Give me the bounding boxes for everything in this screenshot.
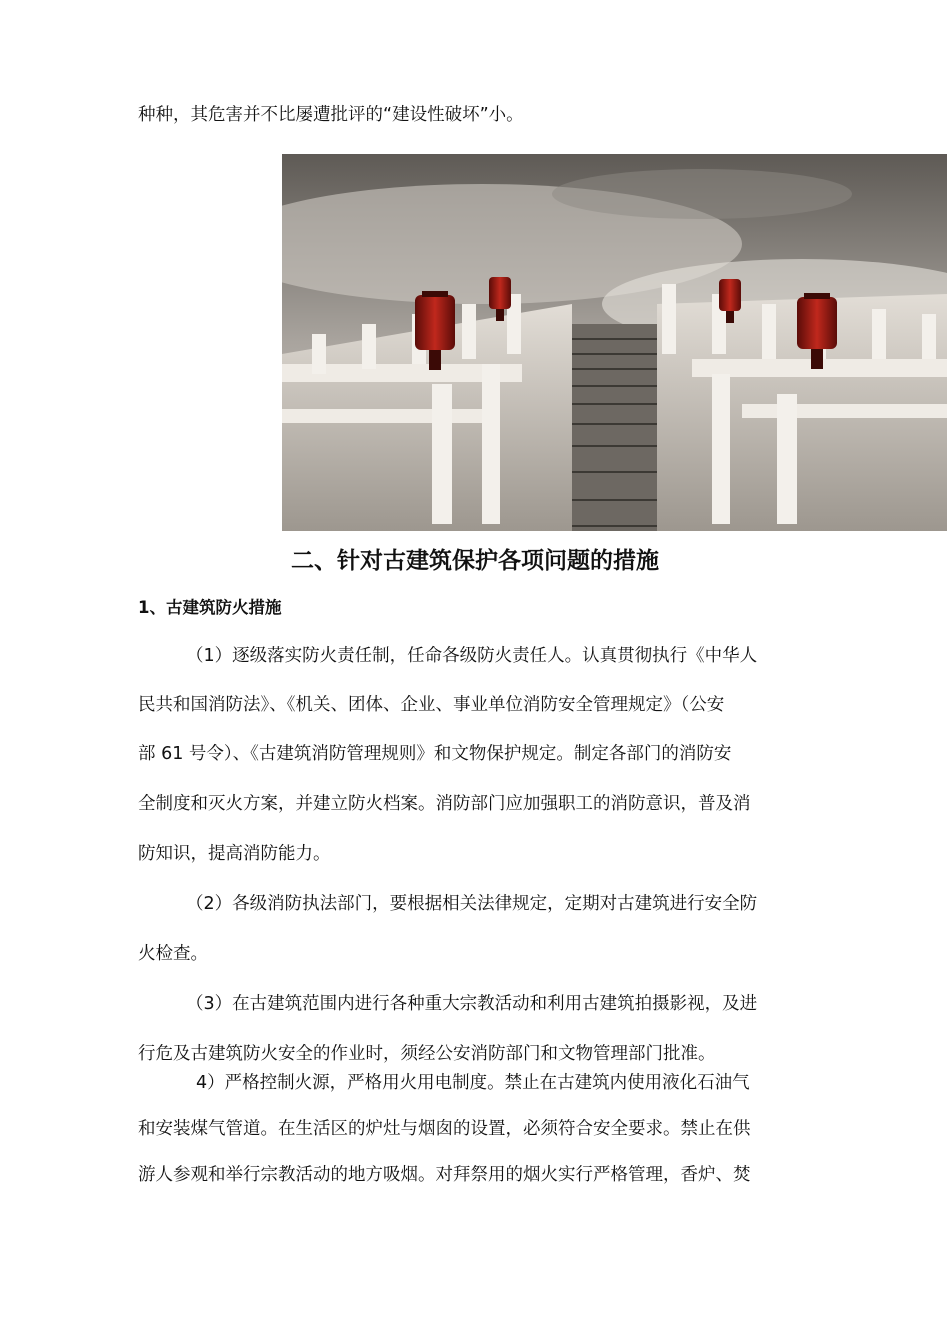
paragraph-line: 4）严格控制火源，严格用火用电制度。禁止在古建筑内使用液化石油气 — [196, 1073, 750, 1093]
section-heading: 二、针对古建筑保护各项问题的措施 — [291, 548, 659, 574]
paragraph-line: （1）逐级落实防火责任制，任命各级防火责任人。认真贯彻执行《中华人 — [186, 646, 758, 666]
paragraph-line: 火检查。 — [138, 944, 208, 964]
paragraph-line: 行危及古建筑防火安全的作业时，须经公安消防部门和文物管理部门批准。 — [138, 1044, 716, 1064]
paragraph-line: 部 61 号令）、《古建筑消防管理规则》和文物保护规定。制定各部门的消防安 — [138, 744, 732, 764]
paragraph-line: 防知识，提高消防能力。 — [138, 844, 331, 864]
paragraph-line: （3）在古建筑范围内进行各种重大宗教活动和利用古建筑拍摄影视，及进 — [186, 994, 758, 1014]
paragraph-line: 民共和国消防法》、《机关、团体、企业、事业单位消防安全管理规定》（公安 — [138, 695, 725, 715]
temple-steps-photo — [282, 154, 947, 531]
paragraph-line: 全制度和灭火方案，并建立防火档案。消防部门应加强职工的消防意识，普及消 — [138, 794, 751, 814]
paragraph-line: 和安装煤气管道。在生活区的炉灶与烟囱的设置，必须符合安全要求。禁止在供 — [138, 1119, 751, 1139]
subsection-heading: 1、古建筑防火措施 — [138, 598, 282, 617]
paragraph-line: （2）各级消防执法部门，要根据相关法律规定，定期对古建筑进行安全防 — [186, 894, 758, 914]
paragraph-line: 游人参观和举行宗教活动的地方吸烟。对拜祭用的烟火实行严格管理，香炉、焚 — [138, 1165, 751, 1185]
top-text-line: 种种，其危害并不比屡遭批评的“建设性破坏”小。 — [138, 105, 524, 125]
